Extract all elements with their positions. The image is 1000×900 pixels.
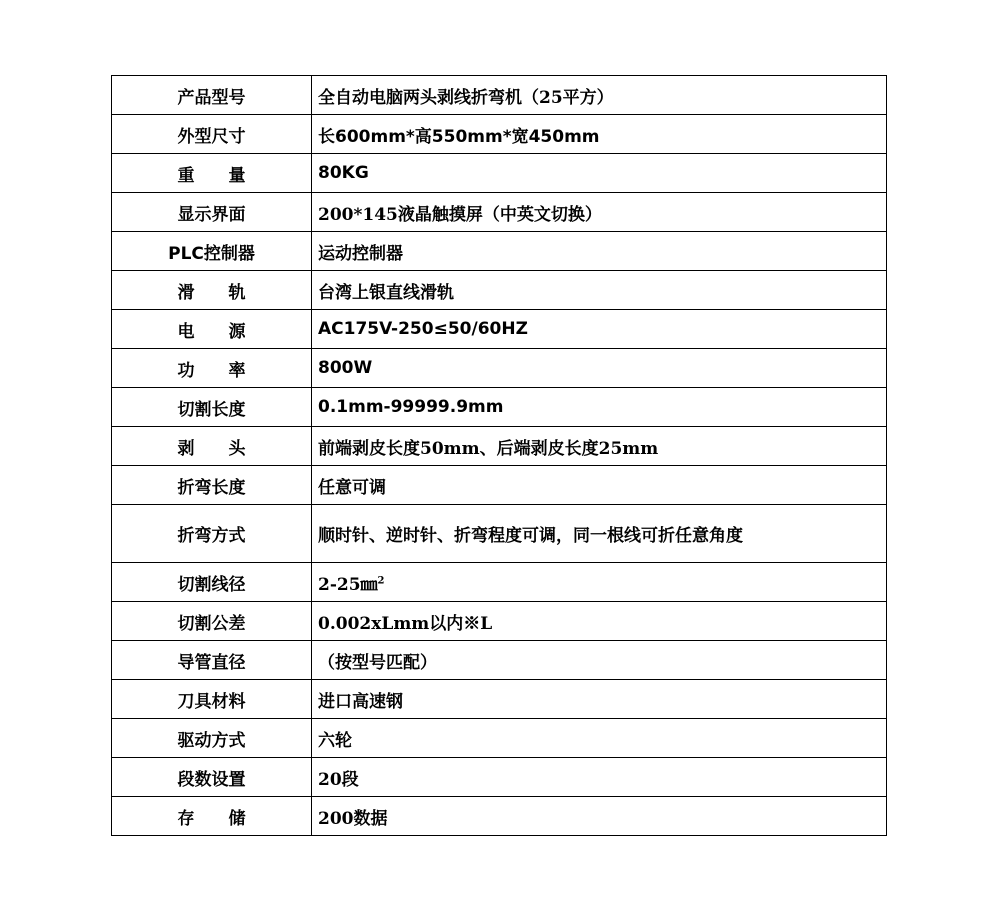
table-row <box>112 505 887 563</box>
row-label-model: 产品型号 <box>112 76 312 115</box>
row-value-display: 200*145液晶触摸屏（中英文切换） <box>312 193 887 232</box>
table-row <box>112 466 887 505</box>
table-row <box>112 563 887 602</box>
row-value-bend-length: 任意可调 <box>312 466 887 505</box>
table-row <box>112 310 887 349</box>
row-value-segments: 20段 <box>312 758 887 797</box>
row-label-power-supply: 电 源 <box>112 310 312 349</box>
row-value-conduit: （按型号匹配） <box>312 641 887 680</box>
row-label-power: 功 率 <box>112 349 312 388</box>
row-label-segments: 段数设置 <box>112 758 312 797</box>
row-label-display: 显示界面 <box>112 193 312 232</box>
table-row <box>112 115 887 154</box>
row-value-strip: 前端剥皮长度50mm、后端剥皮长度25mm <box>312 427 887 466</box>
spec-table <box>111 75 887 836</box>
row-label-storage: 存 储 <box>112 797 312 836</box>
wire-gauge-text: 2-25㎜ <box>318 574 378 595</box>
row-value-model: 全自动电脑两头剥线折弯机（25平方） <box>312 76 887 115</box>
table-row <box>112 797 887 836</box>
table-row <box>112 641 887 680</box>
table-row <box>112 427 887 466</box>
table-row <box>112 388 887 427</box>
row-value-weight: 80KG <box>312 154 887 193</box>
table-row <box>112 271 887 310</box>
row-value-cut-length: 0.1mm-99999.9mm <box>312 388 887 427</box>
row-value-plc: 运动控制器 <box>312 232 887 271</box>
wire-gauge-superscript: 2 <box>377 574 385 586</box>
row-label-weight: 重 量 <box>112 154 312 193</box>
row-label-blade: 刀具材料 <box>112 680 312 719</box>
table-row <box>112 602 887 641</box>
row-label-rail: 滑 轨 <box>112 271 312 310</box>
table-row <box>112 719 887 758</box>
row-value-power: 800W <box>312 349 887 388</box>
table-row <box>112 232 887 271</box>
row-value-blade: 进口高速钢 <box>312 680 887 719</box>
row-value-dimensions: 长600mm*高550mm*宽450mm <box>312 115 887 154</box>
row-value-wire-gauge <box>312 563 887 602</box>
row-value-power-supply: AC175V-250≤50/60HZ <box>312 310 887 349</box>
row-label-dimensions: 外型尺寸 <box>112 115 312 154</box>
row-value-storage: 200数据 <box>312 797 887 836</box>
row-label-drive: 驱动方式 <box>112 719 312 758</box>
table-row <box>112 758 887 797</box>
table-row <box>112 76 887 115</box>
table-row <box>112 154 887 193</box>
row-label-wire-gauge: 切割线径 <box>112 563 312 602</box>
row-label-strip: 剥 头 <box>112 427 312 466</box>
row-label-bend-mode: 折弯方式 <box>112 505 312 563</box>
row-value-bend-mode: 顺时针、逆时针、折弯程度可调，同一根线可折任意角度 <box>312 505 887 563</box>
row-label-plc: PLC控制器 <box>112 232 312 271</box>
row-label-cut-length: 切割长度 <box>112 388 312 427</box>
row-value-tolerance: 0.002xLmm以内※L <box>312 602 887 641</box>
table-row <box>112 349 887 388</box>
row-label-bend-length: 折弯长度 <box>112 466 312 505</box>
row-value-rail: 台湾上银直线滑轨 <box>312 271 887 310</box>
row-label-tolerance: 切割公差 <box>112 602 312 641</box>
table-row <box>112 193 887 232</box>
row-value-drive: 六轮 <box>312 719 887 758</box>
table-row <box>112 680 887 719</box>
row-label-conduit: 导管直径 <box>112 641 312 680</box>
